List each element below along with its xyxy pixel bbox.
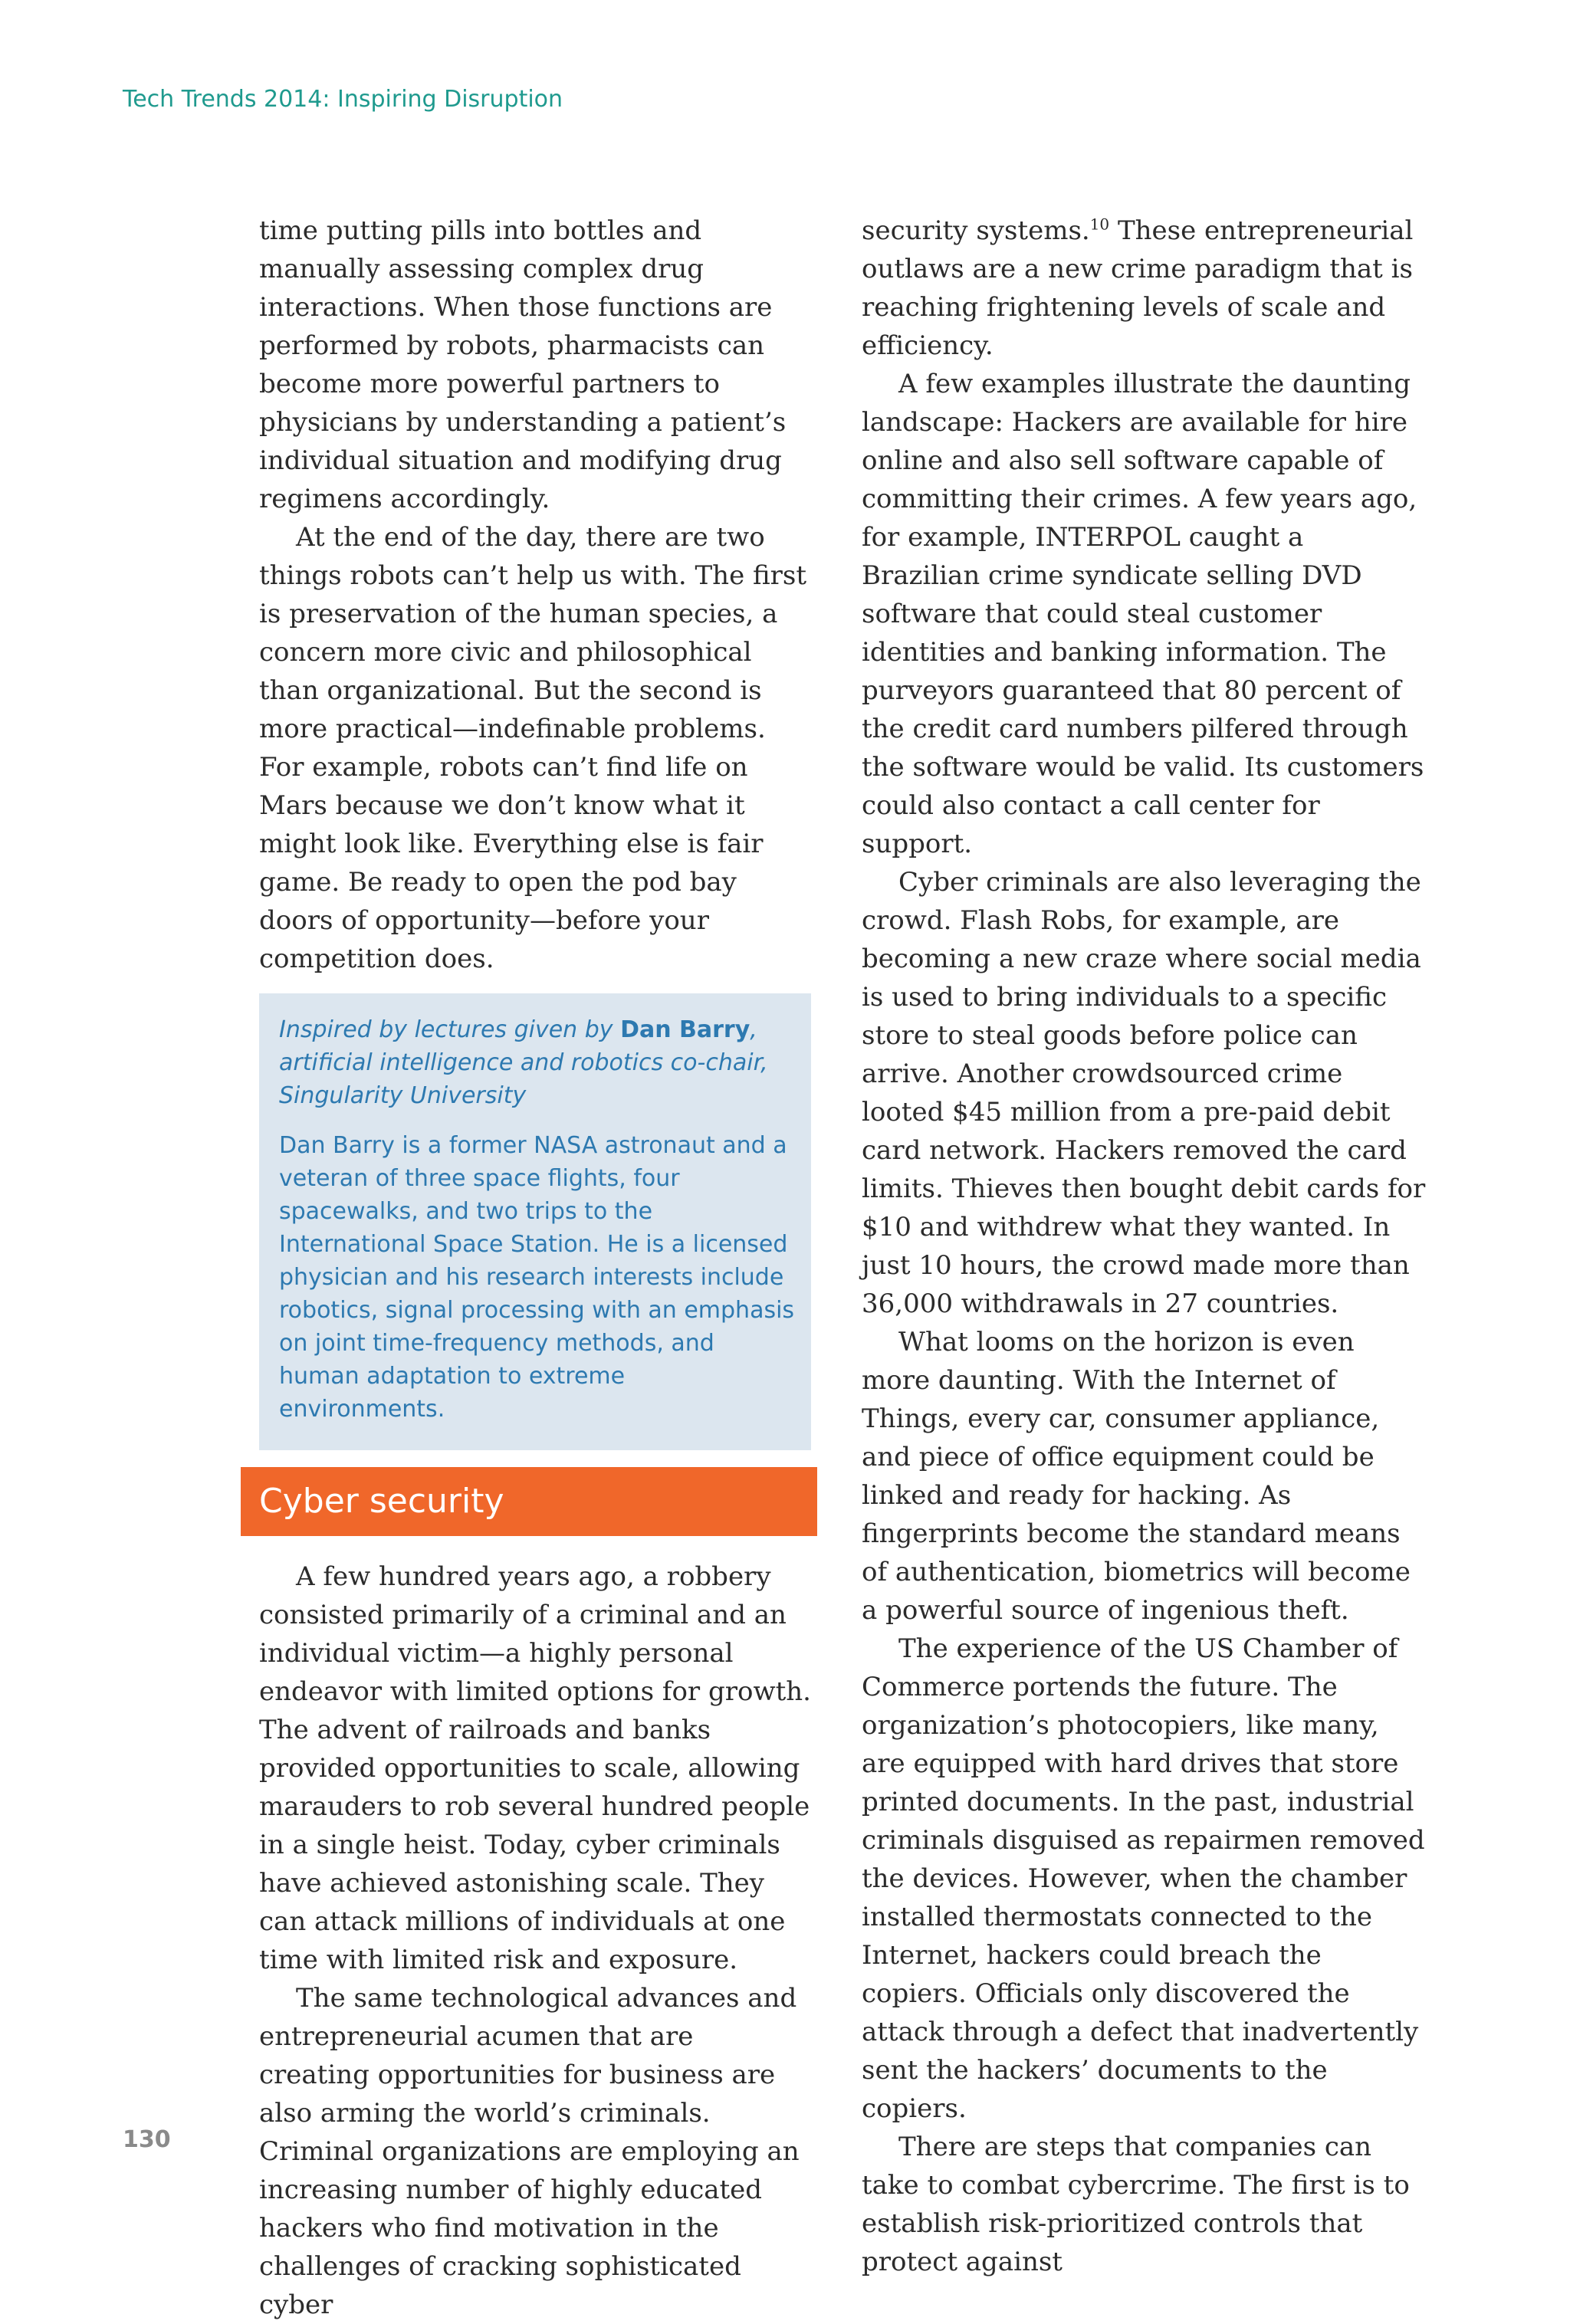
- page-number: 130: [123, 2126, 171, 2153]
- speaker-callout-box: [259, 993, 811, 1450]
- body-paragraph: What looms on the horizon is even more daunting. With the Internet of Things, every car, consumer appliance, and piece of office equipment could be linked and ready for hacking. As fingerprints become the standard means of authentication, biometrics will become a powerful source of ingenious theft.: [862, 1327, 1411, 1626]
- body-paragraph: The experience of the US Chamber of Commerce portends the future. The organization’s photocopiers, like many, are equipped with hard drives that store printed documents. In the past, industrial criminals disguised as repairmen removed the devices. However, when the chamber installed thermostats connected to the Internet, hackers could breach the copiers. Officials only discovered the attack through a defect that inadvertently sent the hackers’ documents to the copiers.: [862, 1633, 1425, 2124]
- paragraph-rest: These entrepreneurial outlaws are a new crime paradigm that is reaching frightening levels of scale and efficiency.: [862, 215, 1414, 361]
- speaker-name: Dan Barry: [620, 1016, 751, 1043]
- section-heading: Cyber security: [241, 1467, 817, 1536]
- callout-intro-suffix: , artificial intelligence and robotics co-chair, Singularity University: [279, 1016, 768, 1109]
- body-paragraph: At the end of the day, there are two things robots can’t help us with. The first is preservation of the human species, a concern more civic and philosophical than organizational. But the second is more practical—indefinable problems. For example, robots can’t find life on Mars because we don’t know what it might look like. Everything else is fair game. Be ready to open the pod bay doors of opportunity—before your competition does.: [259, 522, 807, 974]
- body-paragraph: Cyber criminals are also leveraging the crowd. Flash Robs, for example, are becoming a new craze where social media is used to bring individuals to a specific store to steal goods before police can arrive. Another crowdsourced crime looted $45 million from a pre-paid debit card network. Hackers removed the card limits. Thieves then bought debit cards for $10 and withdrew what they wanted. In just 10 hours, the crowd made more than 36,000 withdrawals in 27 countries.: [862, 867, 1426, 1319]
- right-column: [862, 212, 1429, 2281]
- running-title: Tech Trends 2014: Inspiring Disruption: [123, 86, 563, 113]
- body-paragraph: time putting pills into bottles and manually assessing complex drug interactions. When those functions are performed by robots, pharmacists can become more powerful partners to physicians by understanding a patient’s individual situation and modifying drug regimens accordingly.: [259, 215, 787, 514]
- footnote-reference: 10: [1089, 215, 1110, 234]
- paragraph-start: security systems.: [862, 215, 1090, 246]
- body-paragraph: A few examples illustrate the daunting landscape: Hackers are available for hire online and also sell software capable of committing their crimes. A few years ago, for example, INTERPOL caught a Brazilian crime syndicate selling DVD software that could steal customer identities and banking information. The purveyors guaranteed that 80 percent of the credit card numbers pilfered through the software would be valid. Its customers could also contact a call center for support.: [862, 369, 1424, 859]
- body-paragraph: [862, 212, 1429, 365]
- callout-intro: [279, 1013, 796, 1112]
- body-paragraph: A few hundred years ago, a robbery consisted primarily of a criminal and an individual victim—a highly personal endeavor with limited options for growth. The advent of railroads and banks provided opportunities to scale, allowing marauders to rob several hundred people in a single heist. Today, cyber criminals have achieved astonishing scale. They can attack millions of individuals at one time with limited risk and exposure.: [259, 1561, 811, 1975]
- body-paragraph: The same technological advances and entrepreneurial acumen that are creating opportunities for business are also arming the world’s criminals. Criminal organizations are employing an increasing number of highly educated hackers who find motivation in the challenges of cracking sophisticated cyber: [259, 1983, 800, 2320]
- body-paragraph: There are steps that companies can take to combat cybercrime. The first is to establish risk-prioritized controls that protect against: [862, 2132, 1410, 2277]
- callout-intro-prefix: Inspired by lectures given by: [279, 1016, 621, 1043]
- speaker-bio: Dan Barry is a former NASA astronaut and a veteran of three space flights, four spacewalks, and two trips to the International Space Station. He is a licensed physician and his research interests include robotics, signal processing with an emphasis on joint time-frequency methods, and human adaptation to extreme environments.: [279, 1132, 795, 1423]
- left-column: [259, 212, 811, 2324]
